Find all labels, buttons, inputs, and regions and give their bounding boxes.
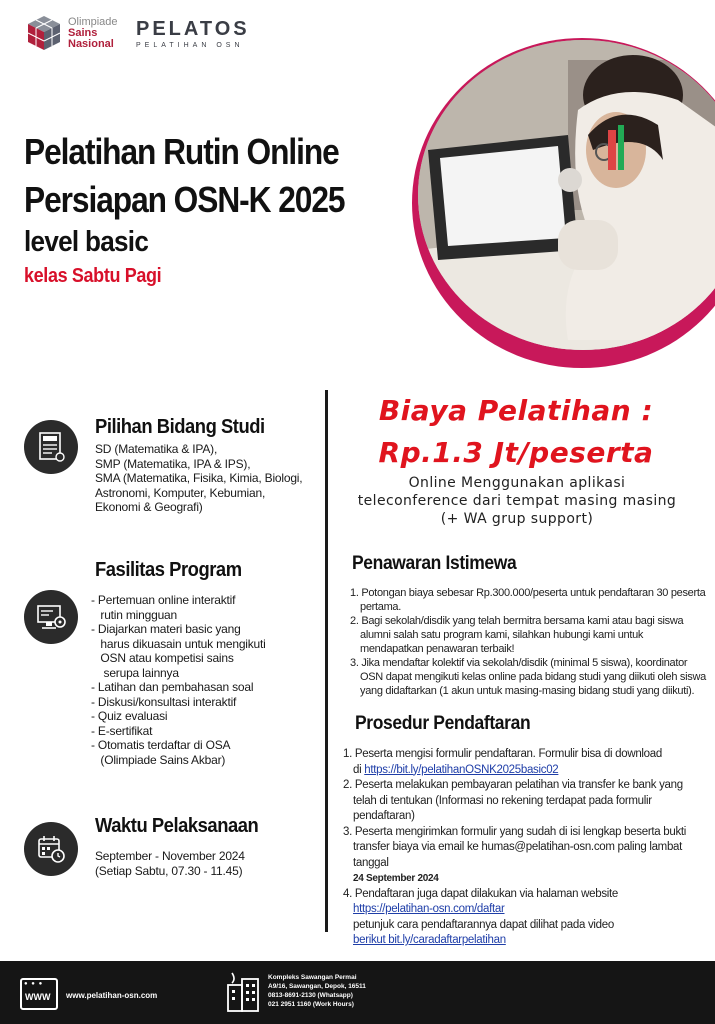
logo-text-2: Sains — [68, 26, 98, 39]
fasilitas-item: - Latihan dan pembahasan soal — [91, 680, 254, 694]
prosedur-step-2: 2. Peserta melakukan pembayaran pelatihan via transfer ke bank yang telah di tentukan (Informasi no rekening terdapat pada formulir pendaftaran) — [343, 779, 683, 822]
fasilitas-item: (Olimpiade Sains Akbar) — [91, 752, 226, 767]
fasilitas-item: rutin mingguan — [91, 607, 177, 622]
bidang-item: SD (Matematika & IPA), — [95, 442, 218, 456]
penawaran-list — [350, 586, 708, 698]
title-class: kelas Sabtu Pagi — [24, 265, 162, 287]
daftar-website-link[interactable]: https://pelatihan-osn.com/daftar — [353, 903, 505, 915]
bidang-item: SMA (Matematika, Fisika, Kimia, Biologi, — [95, 471, 303, 485]
prosedur-step-1 — [343, 747, 707, 778]
prosedur-heading: Prosedur Pendaftaran — [355, 713, 531, 734]
bidang-list — [95, 442, 302, 515]
prosedur-step-4 — [343, 887, 707, 949]
deadline-date: 24 September 2024 — [353, 873, 439, 884]
penawaran-item: 3. Jika mendaftar kolektif via sekolah/disdik (minimal 5 siswa), koordinator OSN dapat mengikuti kelas online pada bidang studi yang diikuti oleh siswa yang didaftarkan (1 akun untuk masing-masing bidang studi yang diikuti). — [350, 657, 706, 697]
bidang-item: Ekonomi & Geografi) — [95, 500, 203, 514]
penawaran-item: 2. Bagi sekolah/disdik yang telah bermitra bersama kami atau bagi siswa alumni salah satu program kami, silahkan hubungi kami untuk mendapatkan penawaran terbaik! — [350, 615, 684, 655]
logo-text-1: Olimpiade — [68, 15, 118, 28]
bidang-item: SMP (Matematika, IPA & IPS), — [95, 456, 251, 471]
bidang-heading: Pilihan Bidang Studi — [95, 416, 265, 438]
browser-www-icon: ● ● ● WWW — [20, 978, 58, 1010]
prosedur-step-3 — [343, 825, 707, 887]
logo-text-3: Nasional — [68, 37, 114, 50]
bidang-item: Astronomi, Komputer, Kebumian, — [95, 485, 266, 500]
fasilitas-heading: Fasilitas Program — [95, 559, 242, 581]
prosedur-list — [343, 747, 707, 949]
calendar-clock-icon — [24, 822, 78, 876]
waktu-period: September - November 2024 — [95, 849, 245, 863]
fasilitas-item: harus dikuasain untuk mengikuti — [91, 636, 266, 651]
fasilitas-list — [91, 593, 266, 767]
fasilitas-item: OSN atau kompetisi sains — [91, 651, 234, 665]
whatsapp-number[interactable]: 0813-8691-2130 (Whatsapp) — [268, 992, 353, 999]
title-line-1: Pelatihan Rutin Online — [24, 131, 339, 172]
video-tutorial-link[interactable]: berikut bit.ly/caradaftarpelatihan — [353, 934, 506, 946]
www-label: WWW — [25, 992, 51, 1002]
prosedur-step-4-video-text: petunjuk cara pendaftarannya dapat dilihat pada video — [353, 918, 614, 931]
column-divider — [325, 390, 328, 932]
prosedur-step-1-text: 1. Peserta mengisi formulir pendaftaran. Formulir bisa di download — [343, 748, 662, 760]
penawaran-item: 1. Potongan biaya sebesar Rp.300.000/peserta untuk pendaftaran 30 peserta pertama. — [350, 587, 706, 613]
address-line: A9/16, Sawangan, Depok, 16511 — [268, 983, 366, 990]
fasilitas-item: - Quiz evaluasi — [91, 709, 168, 723]
online-info — [336, 474, 698, 528]
cube-logo-icon — [26, 14, 62, 52]
online-line-3: (+ WA grup support) — [440, 511, 594, 527]
sme-document-icon — [24, 420, 78, 474]
office-building-icon — [226, 971, 262, 1013]
title-level: level basic — [24, 226, 149, 258]
waktu-heading: Waktu Pelaksanaan — [95, 815, 259, 837]
address-line: Kompleks Sawangan Permai — [268, 974, 357, 981]
footer-bar — [0, 961, 715, 1024]
price-value: Rp.1.3 Jt/peserta — [378, 436, 654, 469]
prosedur-step-4-text: 4. Pendaftaran juga dapat dilakukan via halaman website — [343, 887, 619, 900]
footer-address — [268, 973, 366, 1009]
fasilitas-item: - Otomatis terdaftar di OSA — [91, 738, 231, 752]
footer-website[interactable]: www.pelatihan-osn.com — [66, 991, 158, 1000]
waktu-details — [95, 849, 245, 878]
office-phone[interactable]: 021 2951 1160 (Work Hours) — [268, 1001, 354, 1008]
price-label: Biaya Pelatihan : — [378, 394, 654, 427]
penawaran-heading: Penawaran Istimewa — [352, 553, 517, 574]
waktu-schedule: (Setiap Sabtu, 07.30 - 11.45) — [95, 863, 243, 878]
pelatos-logo-subtext: PELATIHAN OSN — [136, 42, 244, 49]
pelatos-logo — [136, 18, 250, 49]
fasilitas-item: - E-sertifikat — [91, 723, 153, 738]
osn-logo — [26, 12, 136, 54]
pelatos-logo-text: PELATOS — [136, 18, 250, 40]
form-download-link[interactable]: https://bit.ly/pelatihanOSNK2025basic02 — [364, 763, 559, 776]
main-title-block — [24, 128, 388, 290]
fasilitas-item: - Pertemuan online interaktif — [91, 593, 236, 607]
prosedur-step-3-text: 3. Peserta mengirimkan formulir yang sudah di isi lengkap beserta bukti transfer biaya via email ke humas@pelatihan-osn.com paling lambat tanggal — [343, 825, 687, 869]
title-line-2: Persiapan OSN-K 2025 — [24, 179, 345, 220]
fasilitas-item: - Diskusi/konsultasi interaktif — [91, 694, 237, 709]
fasilitas-item: serupa lainnya — [91, 665, 179, 680]
online-line-1: Online Menggunakan aplikasi — [408, 475, 626, 491]
computer-settings-icon — [24, 590, 78, 644]
fasilitas-item: - Diajarkan materi basic yang — [91, 622, 241, 636]
price-block — [336, 390, 696, 474]
prosedur-step-1-prefix: di — [353, 763, 365, 776]
online-line-2: teleconference dari tempat masing masing — [357, 493, 677, 509]
